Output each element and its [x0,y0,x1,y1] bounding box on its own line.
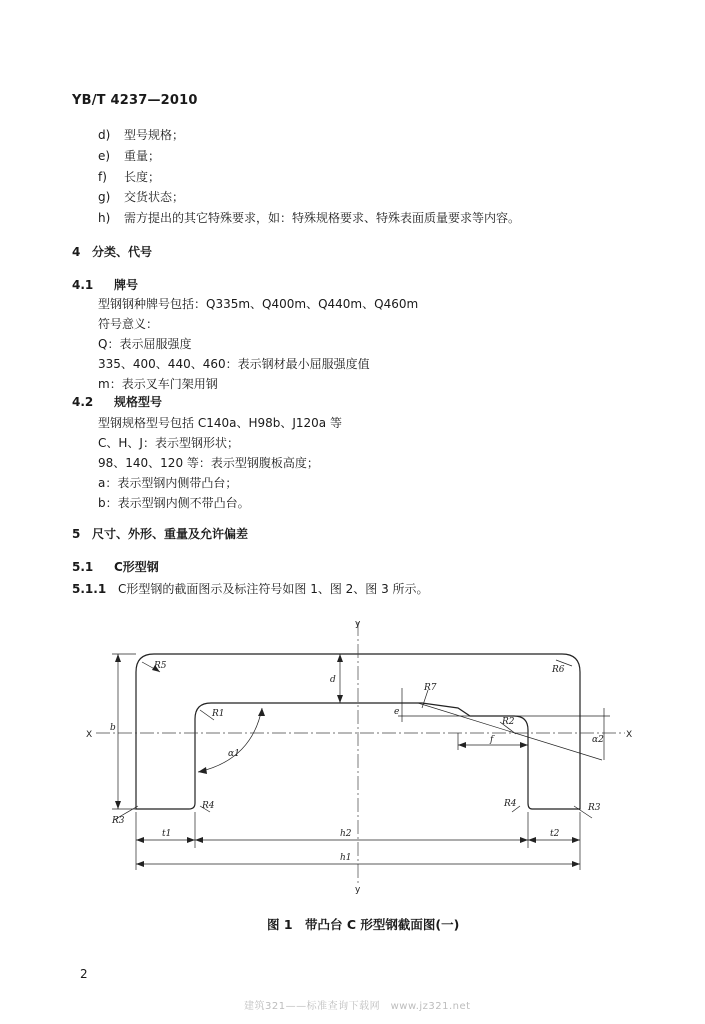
dimension-label: t1 [162,829,172,839]
radius-label: R3 [588,803,601,813]
paragraph-line: Q：表示屈服强度 [98,337,192,351]
subsection-number: 4.1 [72,278,94,292]
dimension-label: h1 [340,853,352,863]
paragraph-line: a：表示型钢内侧带凸台； [98,476,238,490]
document-id: YB/T 4237—2010 [72,93,198,108]
dimension-label: t2 [550,829,560,839]
subsection-heading [72,393,162,410]
section-title: 尺寸、外形、重量及允许偏差 [92,527,249,541]
radius-label: R4 [504,799,517,809]
y-axis-label: y [355,619,361,629]
list-item-label: e) [98,149,111,163]
subsection-title: 规格型号 [114,395,163,409]
c-section-drawing [0,610,705,900]
radius-label: R7 [424,683,437,693]
paragraph-text: C形型钢的截面图示及标注符号如图 1、图 2、图 3 所示。 [118,582,429,596]
paragraph-line: 型钢钢种牌号包括：Q335m、Q400m、Q440m、Q460m [98,297,419,311]
radius-label: R6 [552,665,565,675]
paragraph-line: b：表示型钢内侧不带凸台。 [98,496,250,510]
paragraph-line: m：表示叉车门架用钢 [98,377,218,391]
list-item-label: h) [98,211,111,225]
section-heading [72,525,248,542]
section-title: 分类、代号 [92,245,153,259]
subsection-title: C形型钢 [114,560,159,574]
figure-caption: 图 1 带凸台 C 形型钢截面图(一) [267,917,460,932]
list-item [98,168,160,185]
dimension-label: f [490,735,494,745]
angle-label: α2 [592,735,604,745]
dimension-label: d [330,675,336,685]
subsection-heading [72,276,138,293]
list-item-text: 交货状态； [124,190,185,204]
angle-label: α1 [228,749,240,759]
list-item [98,209,520,226]
paragraph-line: 98、140、120 等：表示型钢腹板高度； [98,456,319,470]
x-axis-label: X [86,730,93,740]
paragraph-line [72,580,429,597]
list-item-label: f) [98,170,107,184]
subsection-number: 5.1 [72,560,94,574]
list-item [98,147,160,164]
list-item-text: 重量； [124,149,161,163]
y-axis-label: y [355,885,361,895]
page-number: 2 [80,967,88,981]
x-axis-label: X [626,730,633,740]
subsection-heading [72,558,159,575]
section-number: 5 [72,527,81,541]
subsection-number: 4.2 [72,395,94,409]
watermark: 建筑321——标准查询下载网 www.jz321.net [244,1001,471,1012]
dimension-label: e [394,707,400,717]
list-item [98,188,184,205]
paragraph-line: 符号意义： [98,317,159,331]
paragraph-line: 型钢规格型号包括 C140a、H98b、J120a 等 [98,416,342,430]
list-item-text: 型号规格； [124,128,185,142]
section-heading [72,243,152,260]
radius-label: R1 [212,709,225,719]
radius-label: R4 [202,801,215,811]
list-item-label: d) [98,128,111,142]
paragraph-line: C、H、J：表示型钢形状； [98,436,239,450]
radius-label: R2 [502,717,515,727]
list-item-text: 长度； [124,170,161,184]
radius-label: R5 [154,661,167,671]
radius-label: R3 [112,816,125,826]
subsection-title: 牌号 [114,278,139,292]
list-item [98,126,184,143]
list-item-label: g) [98,190,111,204]
list-item-text: 需方提出的其它特殊要求，如：特殊规格要求、特殊表面质量要求等内容。 [124,211,521,225]
paragraph-line: 335、400、440、460：表示钢材最小屈服强度值 [98,357,370,371]
subsection-number: 5.1.1 [72,582,107,596]
section-number: 4 [72,245,81,259]
dimension-label: h2 [340,829,352,839]
dimension-label: b [110,723,116,733]
